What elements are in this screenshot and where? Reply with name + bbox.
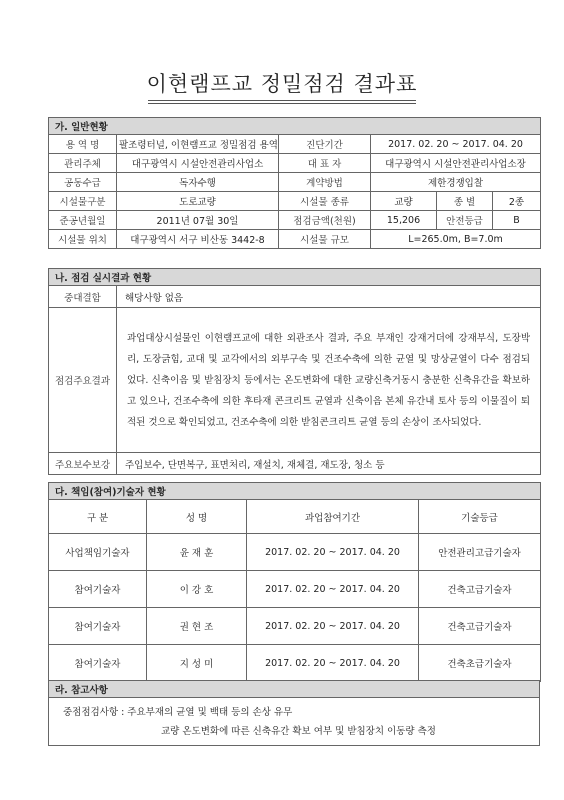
- cell-grade: 건축고급기술자: [419, 608, 541, 645]
- value-major-defect: 해당사항 없음: [117, 286, 541, 308]
- cell-name: 이 강 호: [147, 571, 247, 608]
- cell-name: 권 현 조: [147, 608, 247, 645]
- reference-line-1: 중점점검사항 : 주요부재의 균열 및 백태 등의 손상 유무: [63, 706, 293, 718]
- label-manager: 관리주체: [49, 154, 117, 173]
- value-completion-date: 2011년 07월 30일: [117, 211, 279, 230]
- reference-line-2: 교량 온도변화에 따른 신축유간 확보 여부 및 받침장치 이동량 측정: [161, 725, 436, 737]
- label-facility-class: 시설물구분: [49, 192, 117, 211]
- inspection-result-table: [48, 268, 541, 475]
- value-joint-contract: 독자수행: [117, 173, 279, 192]
- label-repair: 주요보수보강: [49, 453, 117, 475]
- value-facility-type: 교량: [371, 192, 437, 211]
- section-d-heading: 라. 참고사항: [49, 681, 540, 698]
- value-facility-size: L=265.0m, B=7.0m: [371, 230, 541, 249]
- table-row: [49, 645, 541, 682]
- value-period: 2017. 02. 20 ~ 2017. 04. 20: [371, 135, 541, 154]
- value-repair: 주입보수, 단면복구, 표면처리, 재설치, 재체결, 재도장, 청소 등: [117, 453, 541, 475]
- cell-period: 2017. 02. 20 ~ 2017. 04. 20: [247, 645, 419, 682]
- cell-name: 윤 재 훈: [147, 534, 247, 571]
- cell-period: 2017. 02. 20 ~ 2017. 04. 20: [247, 571, 419, 608]
- label-location: 시설물 위치: [49, 230, 117, 249]
- label-project-name: 용 역 명: [49, 135, 117, 154]
- table-row: [49, 534, 541, 571]
- label-facility-size: 시설물 규모: [279, 230, 371, 249]
- value-contract-method: 제한경쟁입찰: [371, 173, 541, 192]
- section-a-heading: 가. 일반현황: [49, 118, 541, 135]
- cell-period: 2017. 02. 20 ~ 2017. 04. 20: [247, 608, 419, 645]
- cell-grade: 안전관리고급기술자: [419, 534, 541, 571]
- cell-grade: 건축초급기술자: [419, 645, 541, 682]
- reference-table: [48, 680, 540, 746]
- value-grade-type: 2종: [493, 192, 541, 211]
- value-inspection-cost: 15,206: [371, 211, 437, 230]
- cell-period: 2017. 02. 20 ~ 2017. 04. 20: [247, 534, 419, 571]
- label-joint-contract: 공동수급: [49, 173, 117, 192]
- header-category: 구 분: [49, 500, 147, 534]
- cell-grade: 건축고급기술자: [419, 571, 541, 608]
- section-b-heading: 나. 점검 실시결과 현황: [49, 269, 541, 286]
- cell-category: 참여기술자: [49, 608, 147, 645]
- table-row: [49, 571, 541, 608]
- label-major-defect: 중대결함: [49, 286, 117, 308]
- header-name: 성 명: [147, 500, 247, 534]
- label-completion-date: 준공년월일: [49, 211, 117, 230]
- cell-category: 사업책임기술자: [49, 534, 147, 571]
- cell-category: 참여기술자: [49, 645, 147, 682]
- label-representative: 대 표 자: [279, 154, 371, 173]
- value-main-result: 과업대상시설물인 이현램프교에 대한 외관조사 결과, 주요 부재인 강재거더에 강재부식, 도장박리, 도장긁힘, 교대 및 교각에서의 외부구속 및 건조수축에 의한 균열 및 망상균열이 다수 점검되었다. 신축이음 및 받침장치 등에서는 온도변화에 대한 교량신축거동시 충분한 신축유간을 확보하고 있으나, 건조수축에 의한 후타재 콘크리트 균열과 신축이음 본체 유간내 토사 등의 이물질이 퇴적된 것으로 확인되었고, 건조수축에 의한 받침콘크리트 균열 등의 손상이 조사되었다.: [117, 308, 541, 453]
- label-period: 진단기간: [279, 135, 371, 154]
- document-title: 이현램프교 정밀점검 결과표: [146, 72, 418, 96]
- value-manager: 대구광역시 시설안전관리사업소: [117, 154, 279, 173]
- label-main-result: 점검주요결과: [49, 308, 117, 453]
- value-project-name: 팔조령터널, 이현램프교 정밀점검 용역: [117, 135, 279, 154]
- label-facility-type: 시설물 종류: [279, 192, 371, 211]
- label-safety-grade: 안전등급: [437, 211, 493, 230]
- label-inspection-cost: 점검금액(천원): [279, 211, 371, 230]
- title-underline: [148, 100, 416, 101]
- section-c-heading: 다. 책임(참여)기술자 현황: [49, 483, 541, 500]
- header-period: 과업참여기간: [247, 500, 419, 534]
- title-underline-second: [148, 103, 416, 104]
- value-facility-class: 도로교량: [117, 192, 279, 211]
- value-safety-grade: B: [493, 211, 541, 230]
- value-location: 대구광역시 서구 비산동 3442-8: [117, 230, 279, 249]
- reference-notes: [49, 698, 540, 746]
- cell-category: 참여기술자: [49, 571, 147, 608]
- table-row: [49, 608, 541, 645]
- engineer-table: [48, 482, 541, 682]
- label-contract-method: 계약방법: [279, 173, 371, 192]
- header-grade: 기술등급: [419, 500, 541, 534]
- label-grade-type: 종 별: [437, 192, 493, 211]
- value-representative: 대구광역시 시설안전관리사업소장: [371, 154, 541, 173]
- cell-name: 지 성 미: [147, 645, 247, 682]
- general-info-table: [48, 117, 541, 249]
